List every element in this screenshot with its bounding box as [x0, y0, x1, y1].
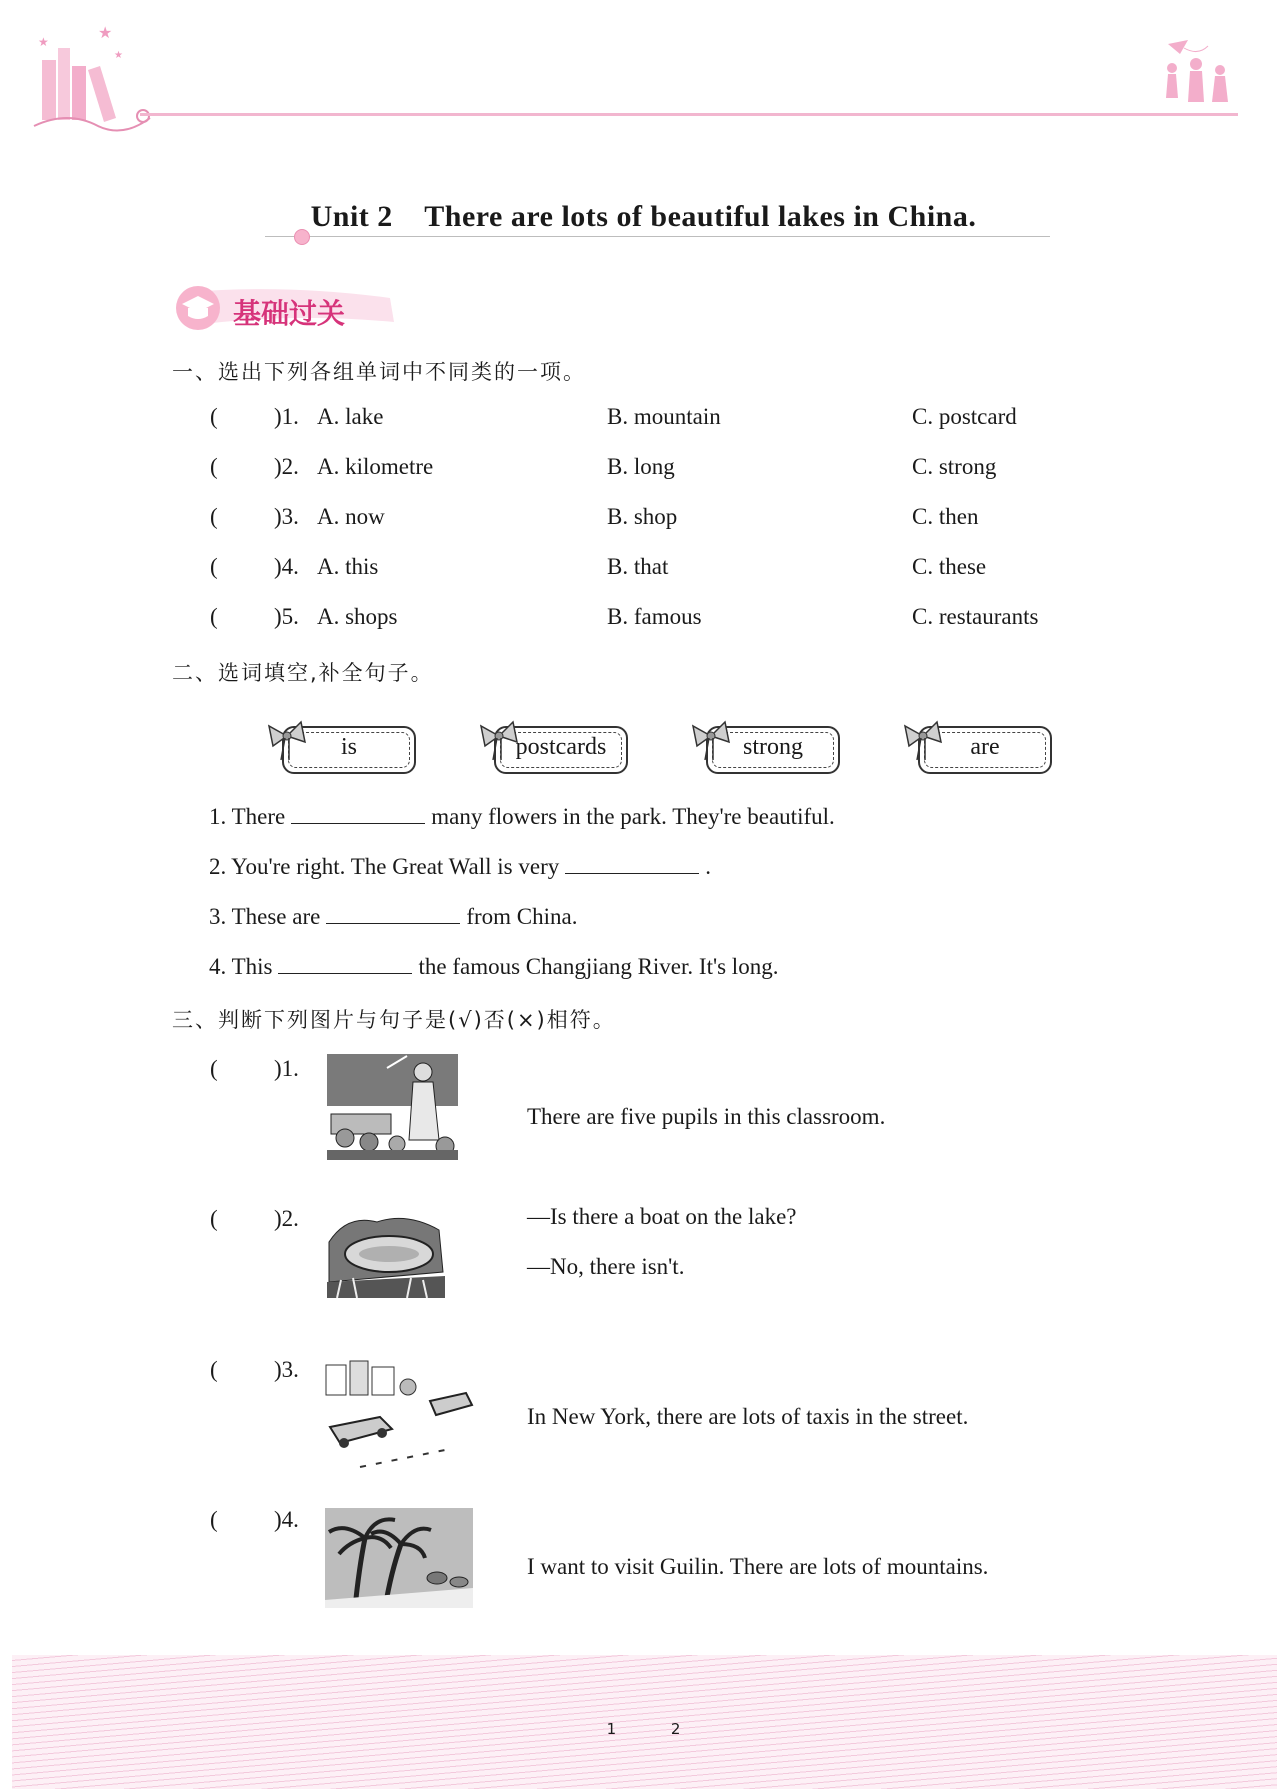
option-a: A. lake: [317, 404, 384, 429]
item-number: )4.: [274, 1507, 299, 1532]
option-c: C. then: [912, 504, 979, 529]
answer-paren[interactable]: (: [210, 604, 218, 629]
option-c: C. these: [912, 554, 987, 579]
fill-sentence: [209, 804, 835, 830]
option-c: C. restaurants: [912, 604, 1039, 629]
title-dot-ornament: [294, 229, 310, 245]
header-rule: [140, 113, 1238, 116]
title-underline: [265, 236, 1050, 237]
judge-item: [0, 1507, 1287, 1541]
header-book-decoration: [28, 18, 158, 133]
sentence-text: 1. There: [209, 804, 286, 829]
item-number: )3.: [274, 504, 299, 529]
sentence-text: .: [705, 854, 711, 879]
option-b: B. that: [607, 554, 669, 579]
list-item: [0, 604, 1287, 638]
option-a: A. kilometre: [317, 454, 434, 479]
fill-sentence: [209, 854, 711, 880]
judge-sentence: —No, there isn't.: [527, 1254, 685, 1279]
word-bank-tag: [477, 716, 613, 768]
svg-text:★: ★: [98, 25, 113, 42]
judge-sentence: There are five pupils in this classroom.: [527, 1104, 886, 1129]
answer-paren[interactable]: (: [210, 404, 218, 429]
word-bank-word: are: [970, 734, 1000, 760]
list-item: [0, 504, 1287, 538]
palm-beach-picture: [325, 1508, 473, 1608]
sentence-text: many flowers in the park. They're beautiful.: [431, 804, 835, 829]
list-item: [0, 554, 1287, 588]
option-c: C. strong: [912, 454, 997, 479]
item-number: )3.: [274, 1357, 299, 1382]
section-label: 基础过关: [233, 297, 346, 330]
option-b: B. shop: [607, 504, 678, 529]
part3-heading: 三、判断下列图片与句子是(√)否(×)相符。: [172, 1008, 616, 1032]
list-item: [0, 454, 1287, 488]
sentence-text: the famous Changjiang River. It's long.: [418, 954, 779, 979]
judge-sentence: In New York, there are lots of taxis in the street.: [527, 1404, 969, 1429]
option-b: B. long: [607, 454, 675, 479]
item-number: )2.: [274, 454, 299, 479]
judge-item: [0, 1357, 1287, 1391]
item-number: )4.: [274, 554, 299, 579]
option-a: A. this: [317, 554, 379, 579]
part2-heading: 二、选词填空,补全句子。: [172, 661, 434, 685]
answer-blank[interactable]: [291, 805, 425, 824]
judge-sentence: —Is there a boat on the lake?: [527, 1204, 797, 1229]
item-number: )2.: [274, 1206, 299, 1231]
judge-sentence: I want to visit Guilin. There are lots of mountains.: [527, 1554, 989, 1579]
answer-paren[interactable]: (: [210, 1056, 218, 1081]
item-number: )5.: [274, 604, 299, 629]
classroom-picture: [327, 1050, 458, 1160]
page-number: 1 2: [606, 1720, 681, 1738]
answer-blank[interactable]: [278, 955, 412, 974]
judge-item: [0, 1056, 1287, 1090]
part1-heading: 一、选出下列各组单词中不同类的一项。: [172, 360, 586, 384]
sentence-text: 2. You're right. The Great Wall is very: [209, 854, 560, 879]
word-bank-tag: [689, 716, 825, 768]
option-b: B. famous: [607, 604, 702, 629]
option-b: B. mountain: [607, 404, 721, 429]
page-title: Unit 2 There are lots of beautiful lakes in China.: [310, 200, 977, 233]
fill-sentence: [209, 904, 577, 930]
word-bank-word: postcards: [515, 734, 607, 760]
sentence-text: 3. These are: [209, 904, 321, 929]
answer-paren[interactable]: (: [210, 1206, 218, 1231]
answer-paren[interactable]: (: [210, 554, 218, 579]
word-bank-tag: [265, 716, 401, 768]
word-bank-word: is: [340, 734, 357, 760]
answer-paren[interactable]: (: [210, 1357, 218, 1382]
svg-text:★: ★: [114, 50, 123, 61]
lake-picture: [327, 1212, 445, 1298]
answer-blank[interactable]: [565, 855, 699, 874]
answer-paren[interactable]: (: [210, 1507, 218, 1532]
sentence-text: 4. This: [209, 954, 273, 979]
option-a: A. now: [317, 504, 385, 529]
answer-paren[interactable]: (: [210, 454, 218, 479]
kite-children-illustration: [1158, 38, 1240, 118]
option-a: A. shops: [317, 604, 398, 629]
option-c: C. postcard: [912, 404, 1017, 429]
word-bank-tag: [901, 716, 1037, 768]
answer-blank[interactable]: [326, 905, 460, 924]
svg-text:★: ★: [38, 35, 49, 49]
item-number: )1.: [274, 1056, 299, 1081]
fill-sentence: [209, 954, 778, 980]
list-item: [0, 404, 1287, 438]
sentence-text: from China.: [466, 904, 578, 929]
item-number: )1.: [274, 404, 299, 429]
word-bank-word: strong: [743, 734, 803, 760]
street-taxis-picture: [320, 1357, 477, 1477]
answer-paren[interactable]: (: [210, 504, 218, 529]
